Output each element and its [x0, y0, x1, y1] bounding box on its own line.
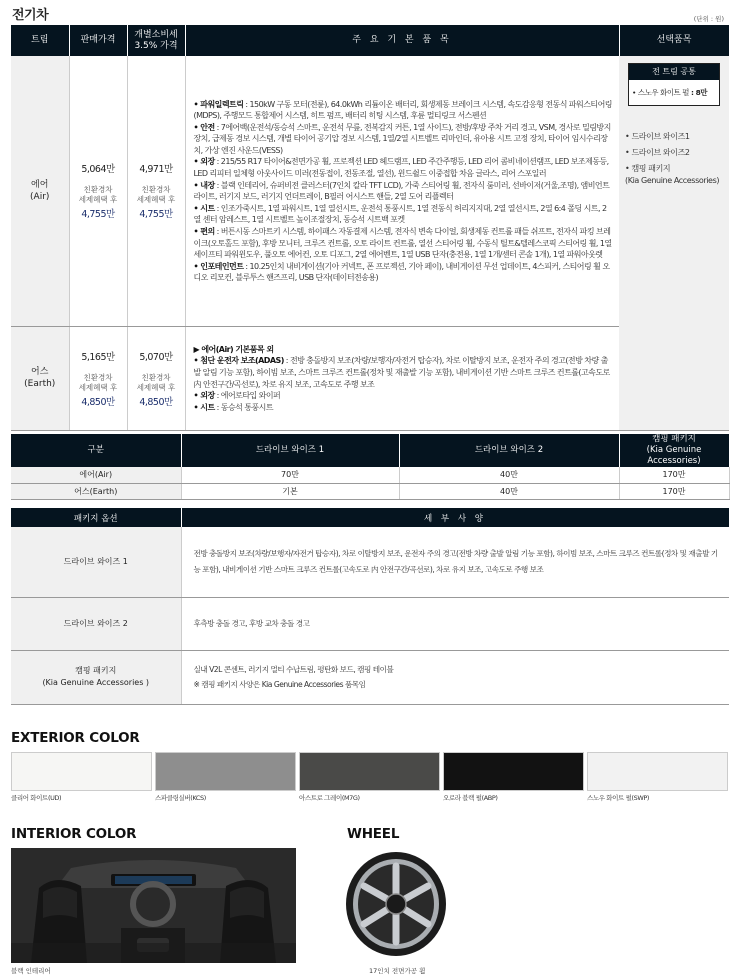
details-text: 전방 충돌방지 보조(차량/보행자/자전거 탑승자), 차로 이탈방지 보조, 운전자 주의 경고(전방 차량 출발 알림 기능 포함), 하이빔 보조, 스마트 크루즈 컨트롤(정차 및 재출발 기능 포함), 내비게이션 기반 스마트 크루즈 컨트롤(고속도로 内 안전구간/곡선로), 차로 유지 보조, 고속도로 주행 보조: [181, 527, 729, 597]
trim-name: 어스 (Earth): [11, 326, 69, 430]
options-cell: [619, 56, 729, 430]
color-swatch[interactable]: [443, 752, 584, 791]
pkg-cell: 70만: [181, 467, 399, 483]
pkg-cell: 170만: [619, 467, 729, 483]
subsidy-price: 4,850만: [81, 396, 115, 408]
pkg-cell: 170만: [619, 483, 729, 499]
color-label: 아스트로 그레이(M7G): [299, 794, 360, 802]
option-item: • 드라이브 와이즈1: [625, 132, 690, 141]
trim-name: 에어 (Air): [11, 56, 69, 326]
earth-features: ▶ 에어(Air) 기본품목 외 • 첨단 운전자 보조(ADAS) : 전방 충돌방지 보조(차량/보행자/자전거 탑승자), 차로 이탈방지 보조, 운전자 주의 경고(전방 차량 출발 알림 기능 포함), 하이빔 보조, 스마트 크루즈 컨트롤(정차 및 재출발 기능 포함), 내비게이션 기반 스마트 크루즈 컨트롤(고속도로 内 안전구간/곡선로), 차로 유지 보조, 고속도로 주행 보조 • 외장 : 에어로타입 와이퍼 • 시트 : 동승석 통풍시트: [185, 326, 619, 430]
pkg-header: 드라이브 와이즈 1: [181, 434, 399, 467]
color-swatch[interactable]: [11, 752, 152, 791]
color-swatch[interactable]: [155, 752, 296, 791]
interior-caption: 블랙 인테리어: [11, 967, 51, 975]
details-text: 후측방 충돌 경고, 후방 교차 충돌 경고: [181, 597, 729, 650]
details-name: 드라이브 와이즈 1: [11, 527, 181, 597]
pkg-cell: 40만: [399, 483, 619, 499]
details-header: 세 부 사 양: [181, 508, 729, 527]
pkg-header: 드라이브 와이즈 2: [399, 434, 619, 467]
color-label: 클리어 화이트(UD): [11, 794, 62, 802]
color-label: 스파클링실버(KCS): [155, 794, 206, 802]
interior-illustration: [11, 848, 296, 963]
package-price-table: [11, 434, 730, 500]
trim-price: 5,064만: [81, 164, 115, 176]
details-header: 패키지 옵션: [11, 508, 181, 527]
interior-photo: [11, 848, 296, 963]
unit-note: (단위 : 원): [693, 15, 724, 23]
options-common-item: • 스노우 화이트 펄 : 8만: [632, 88, 708, 97]
exterior-title: EXTERIOR COLOR: [11, 730, 140, 746]
indiv-price-cell: [127, 326, 185, 430]
details-name: 드라이브 와이즈 2: [11, 597, 181, 650]
pkg-header: 구분: [11, 434, 181, 467]
header-trim: 트림: [11, 25, 69, 56]
color-label: 오로라 블랙 펄(ABP): [443, 794, 498, 802]
indiv-subsidy-price: 4,850만: [139, 396, 173, 408]
trim-table: [11, 25, 730, 431]
package-details-table: [11, 508, 730, 705]
indiv-price: 4,971만: [139, 164, 173, 176]
interior-title: INTERIOR COLOR: [11, 826, 137, 842]
table-row: [11, 597, 729, 650]
header-price: 판매가격: [69, 25, 127, 56]
indiv-price-cell: [127, 56, 185, 326]
wheel-image: [342, 848, 450, 960]
table-row: [11, 483, 729, 499]
trim-price: 5,165만: [81, 351, 115, 363]
color-label: 스노우 화이트 펄(SWP): [587, 794, 650, 802]
pkg-row-label: 어스(Earth): [11, 483, 181, 499]
wheel-illustration: [342, 848, 450, 960]
table-row: [11, 467, 729, 483]
table-row: [11, 527, 729, 597]
color-swatch[interactable]: [299, 752, 440, 791]
color-swatch[interactable]: [587, 752, 728, 791]
details-text: 실내 V2L 콘센트, 러기지 멀티 수납트림, 평탄화 보드, 캠핑 테이블 ※ 캠핑 패키지 사양은 Kia Genuine Accessories 품목임: [181, 650, 729, 704]
details-name: 캠핑 패키지 (Kia Genuine Accessories ): [11, 650, 181, 704]
indiv-subsidy-label: 친환경차 세제혜택 후: [136, 372, 176, 392]
indiv-subsidy-price: 4,755만: [139, 209, 173, 221]
header-main-features: 주 요 기 본 품 목: [185, 25, 619, 56]
option-item: • 드라이브 와이즈2: [625, 148, 690, 157]
wheel-title: WHEEL: [347, 826, 400, 842]
indiv-price: 5,070만: [139, 351, 173, 363]
subsidy-price: 4,755만: [81, 209, 115, 221]
subsidy-label: 친환경차 세제혜택 후: [78, 185, 118, 205]
pkg-cell: 40만: [399, 467, 619, 483]
options-list: [625, 131, 729, 187]
page-title: 전기차: [12, 8, 49, 23]
trim-price-cell: [69, 56, 127, 326]
option-item: • 캠핑 패키지 (Kia Genuine Accessories): [625, 164, 720, 185]
subsidy-label: 친환경차 세제혜택 후: [78, 372, 118, 392]
wheel-caption: 17인치 전면가공 휠: [369, 967, 426, 975]
indiv-subsidy-label: 친환경차 세제혜택 후: [136, 185, 176, 205]
air-features: • 파워일렉트릭 : 150kW 구동 모터(전륜), 64.0kWh 리튬이온 배터리, 회생제동 브레이크 시스템, 속도감응형 전동식 파워스티어링(MDPS), 주행모드 통합제어 시스템, 히트 펌프, 배터리 히팅 시스템, 후륜 멀티링크 서스펜션 • 안전 : 7에어백(운전석/동승석 스마트, 운전석 무릎, 전복감지 커튼, 1열 사이드), 전방/후방 주차 거리 경고, VSM, 경사로 밀림방지장치, 급제동 경보 시스템, 개별 타이어 공기압 경보 시스템, 1열/2열 시트벨트 리마인더, 유아용 시트 고정 장치, 타이어 임시수리장치, 가상 엔진 사운드(VESS) • 외장 : 215/55 R17 타이어&전면가공 휠, 프로젝션 LED 헤드램프, LED 주간주행등, LED 리어 콤비네이션램프, LED 보조제동등, LED 리피터 일체형 아웃사이드 미러(전동접이, 전동조절, 열선), 윈드쉴드 이중접합 차음 글라스, 리어 스포일러 • 내장 : 블랙 인테리어, 슈퍼비전 클러스터(7인치 칼라 TFT LCD), 가죽 스티어링 휠, 전자식 룸미러, 선바이저(거울,조명), 앰비언트 라이트, 러기지 보드, 러기지 언더트레이, B필러 어시스트 핸들, 2열 도어 리플렉터 • 시트 : 인조가죽시트, 1열 파워시트, 1열 열선시트, 운전석 통풍시트, 1열 전동식 허리지지대, 2열 열선시트, 2열 6:4 폴딩 시트, 2열 센터 암레스트, 1열 시트벨트 높이조절장치, 동승석 시트백 포켓 • 편의 : 버튼시동 스마트키 시스템, 하이패스 자동결제 시스템, 전자식 변속 다이얼, 회생제동 컨트롤 패들 쉬프트, 전자식 파킹 브레이크(오토홀드 포함), 후방 모니터, 크루즈 컨트롤, 오토 라이트 컨트롤, 열선 스티어링 휠, 수동식 틸트&텔레스코픽 스티어링 휠, 1열 세이프티 파워윈도우, 풀오토 에어컨, 오토 디포그, 2열 에어벤트, 1열 USB 단자(충전용, 1열 1개/센터 콘솔 1개), 1열 파워아웃렛 • 인포테인먼트 : 10.25인치 내비게이션(기아 커넥트, 폰 프로젝션, 기아 페이), 내비게이션 무선 업데이트, 4스피커, 스티어링 휠 오디오 리모컨, 블루투스 핸즈프리, USB 단자(데이터전송용): [185, 56, 619, 326]
options-common-title: 전 트림 공통: [629, 64, 719, 80]
options-common-box: [628, 63, 720, 106]
header-options: 선택품목: [619, 25, 729, 56]
header-indiv-tax: 개별소비세 3.5% 가격: [127, 25, 185, 56]
trim-price-cell: [69, 326, 127, 430]
table-row: [11, 650, 729, 704]
pkg-header: 캠핑 패키지 (Kia Genuine Accessories): [619, 434, 729, 467]
pkg-cell: 기본: [181, 483, 399, 499]
pkg-row-label: 에어(Air): [11, 467, 181, 483]
